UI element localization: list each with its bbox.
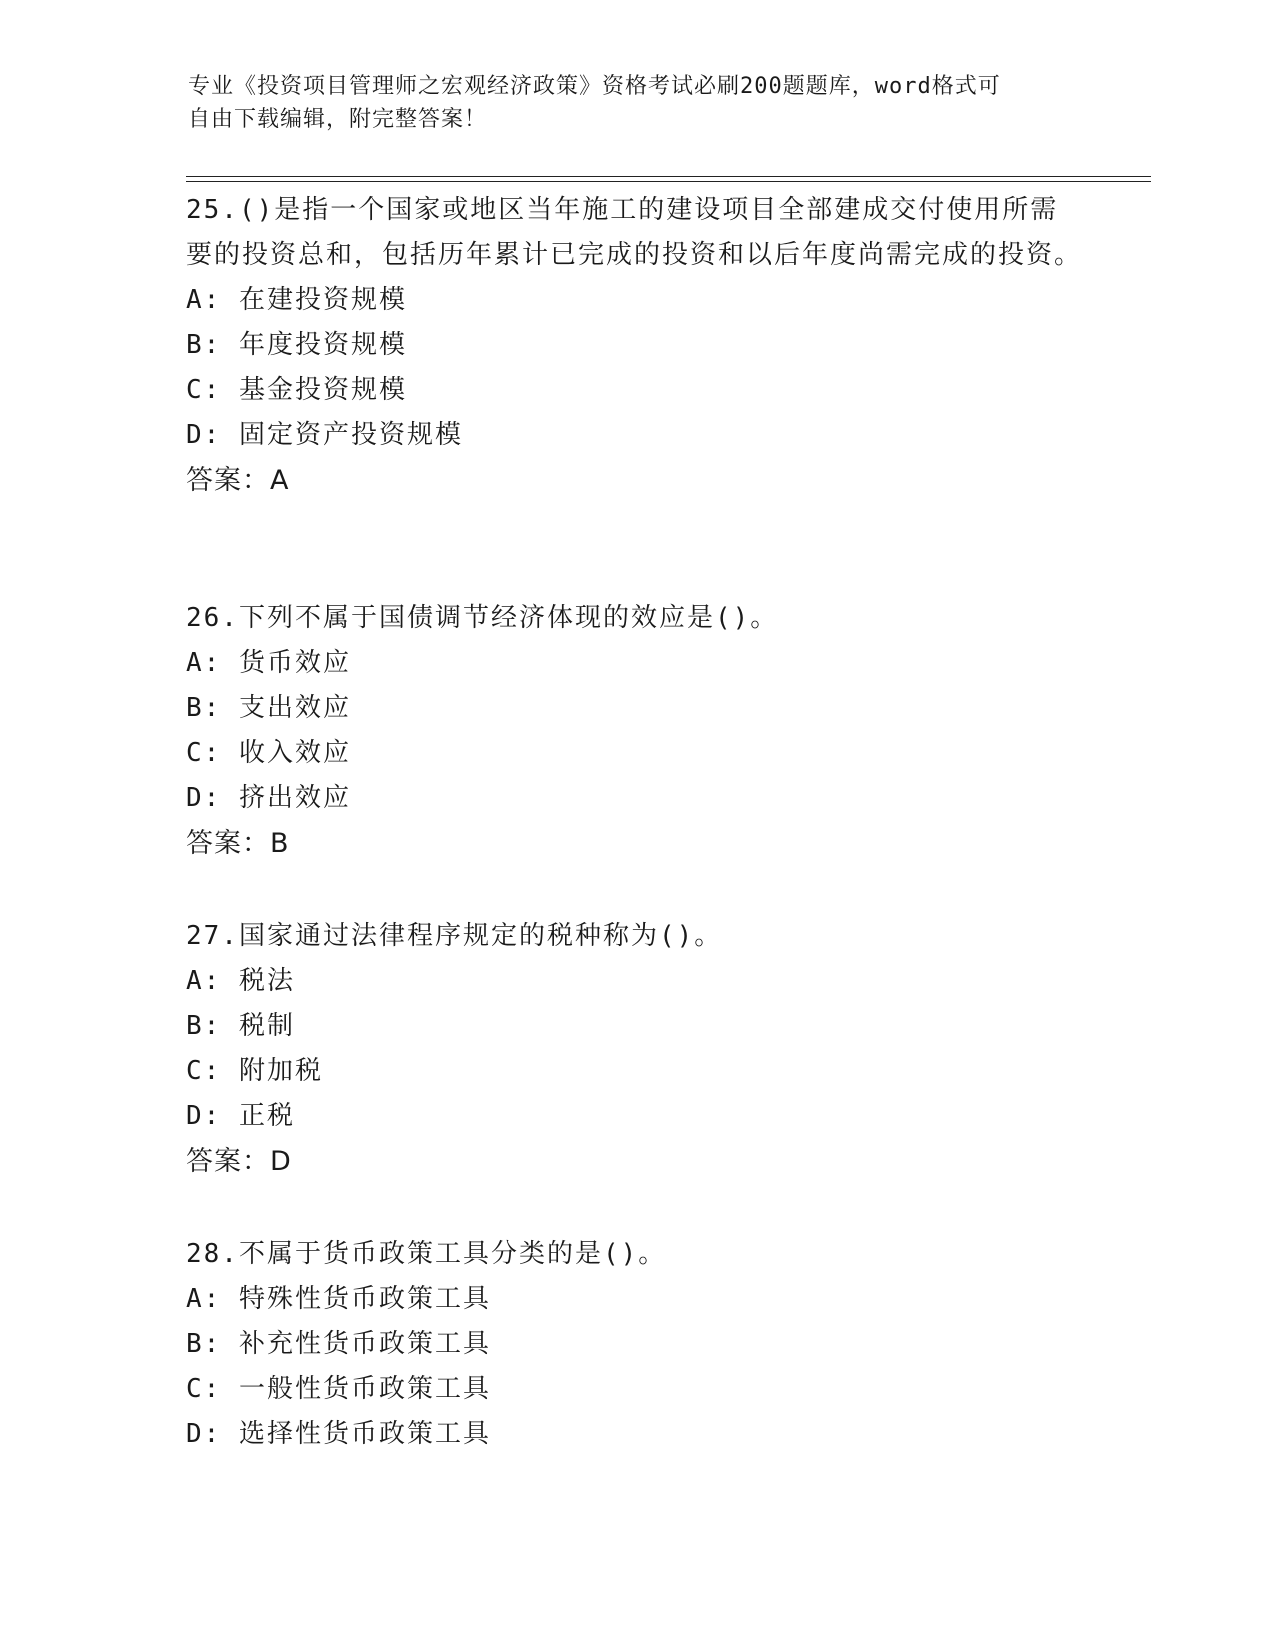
- option-a: A: 货币效应: [186, 648, 351, 678]
- document-header: [188, 70, 1088, 136]
- question-text: 25.()是指一个国家或地区当年施工的建设项目全部建成交付使用所需要的投资总和，包括历年累计已完成的投资和以后年度尚需完成的投资。: [186, 195, 1083, 270]
- header-rule-bottom: [186, 181, 1151, 182]
- option-d: D: 固定资产投资规模: [186, 420, 463, 450]
- question-25: [186, 188, 1086, 503]
- answer-line: 答案：D: [186, 1146, 292, 1177]
- question-text: 27.国家通过法律程序规定的税种称为()。: [186, 921, 723, 951]
- option-c: C: 附加税: [186, 1056, 323, 1086]
- answer-line: 答案：B: [186, 828, 290, 859]
- option-b: B: 支出效应: [186, 693, 351, 723]
- header-line-1: 专业《投资项目管理师之宏观经济政策》资格考试必刷200题题库，word格式可: [188, 74, 1001, 99]
- question-27: [186, 914, 1086, 1184]
- option-b: B: 年度投资规模: [186, 330, 407, 360]
- option-b: B: 税制: [186, 1011, 295, 1041]
- option-c: C: 一般性货币政策工具: [186, 1374, 491, 1404]
- option-a: A: 在建投资规模: [186, 285, 407, 315]
- option-d: D: 选择性货币政策工具: [186, 1419, 491, 1449]
- option-d: D: 挤出效应: [186, 783, 351, 813]
- option-c: C: 基金投资规模: [186, 375, 407, 405]
- option-d: D: 正税: [186, 1101, 295, 1131]
- question-26: [186, 596, 1086, 866]
- question-text: 26.下列不属于国债调节经济体现的效应是()。: [186, 603, 779, 633]
- question-28: [186, 1232, 1086, 1457]
- question-text: 28.不属于货币政策工具分类的是()。: [186, 1239, 667, 1269]
- option-b: B: 补充性货币政策工具: [186, 1329, 491, 1359]
- option-c: C: 收入效应: [186, 738, 351, 768]
- option-a: A: 特殊性货币政策工具: [186, 1284, 491, 1314]
- option-a: A: 税法: [186, 966, 295, 996]
- header-line-2: 自由下载编辑，附完整答案！: [188, 107, 488, 132]
- header-rule-top: [186, 176, 1151, 177]
- answer-line: 答案：A: [186, 465, 290, 496]
